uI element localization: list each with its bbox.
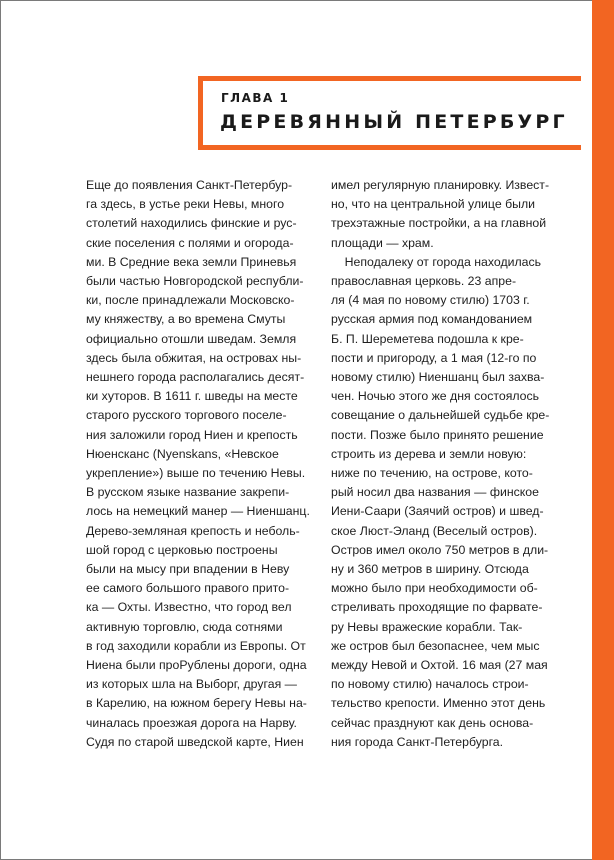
text-line: В русском языке название закрепи- — [86, 485, 290, 500]
text-line: но, что на центральной улице были — [331, 197, 536, 212]
text-line: Еще до появления Санкт-Петербур- — [86, 178, 293, 192]
text-line: Иени-Саари (Заячий остров) и швед- — [331, 504, 544, 519]
text-line: ниже по течению, на острове, кото- — [331, 466, 533, 481]
text-line: новому стилю) Ниеншанц был захва- — [331, 370, 545, 385]
text-line: лось на немецкий манер — Ниеншанц. — [86, 504, 310, 519]
text-line: Судя по старой шведской карте, Ниен — [86, 734, 304, 749]
text-line: чен. Ночью этого же дня состоялось — [331, 389, 540, 404]
text-line: стреливать проходящие по фарвате- — [331, 600, 543, 615]
chapter-heading-box — [198, 76, 581, 150]
text-line: строить из дерева и земли новую: — [331, 446, 527, 461]
text-line: были на мысу при впадении в Неву — [86, 562, 290, 577]
text-line: пости и пригороду, а 1 мая (12-го по — [331, 350, 537, 365]
text-line: имел регулярную планировку. Извест- — [331, 178, 550, 192]
page-edge-accent-strip — [592, 0, 614, 860]
text-line: Б. П. Шереметева подошла к кре- — [331, 331, 524, 346]
text-line: ну и 360 метров в ширину. Отсюда — [331, 562, 529, 577]
text-line: совещание о дальнейшей судьбе кре- — [331, 408, 550, 423]
text-line: пости. Позже было принято решение — [331, 427, 544, 442]
text-line: трехэтажные постройки, а на главной — [331, 216, 547, 231]
text-line: по новому стилю) началось строи- — [331, 677, 529, 692]
text-line: русская армия под командованием — [331, 312, 533, 327]
text-line: Нюенсканс (Nyenskans, «Невское — [86, 446, 279, 461]
text-line: ские поселения с полями и огорода- — [86, 235, 294, 250]
text-line: рый носил два названия — финское — [331, 485, 539, 500]
text-line: Ниена были проРублены дороги, одна — [86, 658, 307, 673]
text-line: Остров имел около 750 метров в дли- — [331, 542, 549, 557]
text-line: га здесь, в устье реки Невы, много — [86, 197, 285, 212]
text-line: в Карелию, на южном берегу Невы на- — [86, 696, 307, 711]
text-line: в год заходили корабли из Европы. От — [86, 638, 306, 653]
text-line: ее самого большого правого прито- — [86, 581, 290, 596]
text-line: ру Невы вражеские корабли. Так- — [331, 619, 523, 634]
text-line: ки хуторов. В 1611 г. шведы на месте — [86, 389, 298, 404]
text-line: тельство крепости. Именно этот день — [331, 696, 546, 711]
text-line: сейчас празднуют как день основа- — [331, 715, 534, 730]
text-line: официально отошли шведам. Земля — [86, 331, 297, 346]
text-line: ми. В Средние века земли Приневья — [86, 254, 297, 269]
text-line: ния заложили город Ниен и крепость — [86, 427, 298, 442]
chapter-number: ГЛАВА 1 — [221, 91, 290, 105]
text-line: старого русского торгового поселе- — [86, 408, 287, 423]
text-line: можно было при необходимости об- — [331, 581, 538, 596]
text-line: ля (4 мая по новому стилю) 1703 г. — [331, 293, 530, 308]
text-line: ки, после принадлежали Московско- — [86, 293, 295, 308]
text-line: укрепление») выше по течению Невы. — [86, 466, 306, 481]
text-line: Неподалеку от города находилась — [331, 254, 542, 269]
text-line: нешнего города располагались десят- — [86, 370, 305, 385]
text-line: чиналась проезжая дорога на Нарву. — [86, 715, 297, 730]
text-line: активную торговлю, сюда сотнями — [86, 619, 283, 634]
text-line: ское Люст-Эланд (Веселый остров). — [331, 523, 538, 538]
text-line: были частью Новгородской республи- — [86, 274, 304, 289]
text-line: ка — Охты. Известно, что город вел — [86, 600, 292, 615]
text-line: из которых шла на Выборг, другая — — [86, 677, 297, 692]
text-line: Дерево-земляная крепость и неболь- — [86, 523, 300, 538]
text-line: столетий находились финские и рус- — [86, 216, 297, 231]
text-line: площади — храм. — [331, 235, 434, 250]
text-line: православная церковь. 23 апре- — [331, 274, 517, 289]
text-line: ния города Санкт-Петербурга. — [331, 734, 504, 749]
text-line: шой город с церковью построены — [86, 542, 278, 557]
text-column-right — [331, 176, 561, 752]
chapter-title: ДЕРЕВЯННЫЙ ПЕТЕРБУРГ — [220, 111, 568, 133]
text-line: здесь была обжитая, на островах ны- — [86, 350, 302, 365]
text-line: между Невой и Охтой. 16 мая (27 мая — [331, 658, 548, 673]
text-line: же остров был безопаснее, чем мыс — [331, 638, 540, 653]
text-column-left — [86, 176, 312, 752]
text-line: му княжеству, а во времена Смуты — [86, 312, 286, 327]
